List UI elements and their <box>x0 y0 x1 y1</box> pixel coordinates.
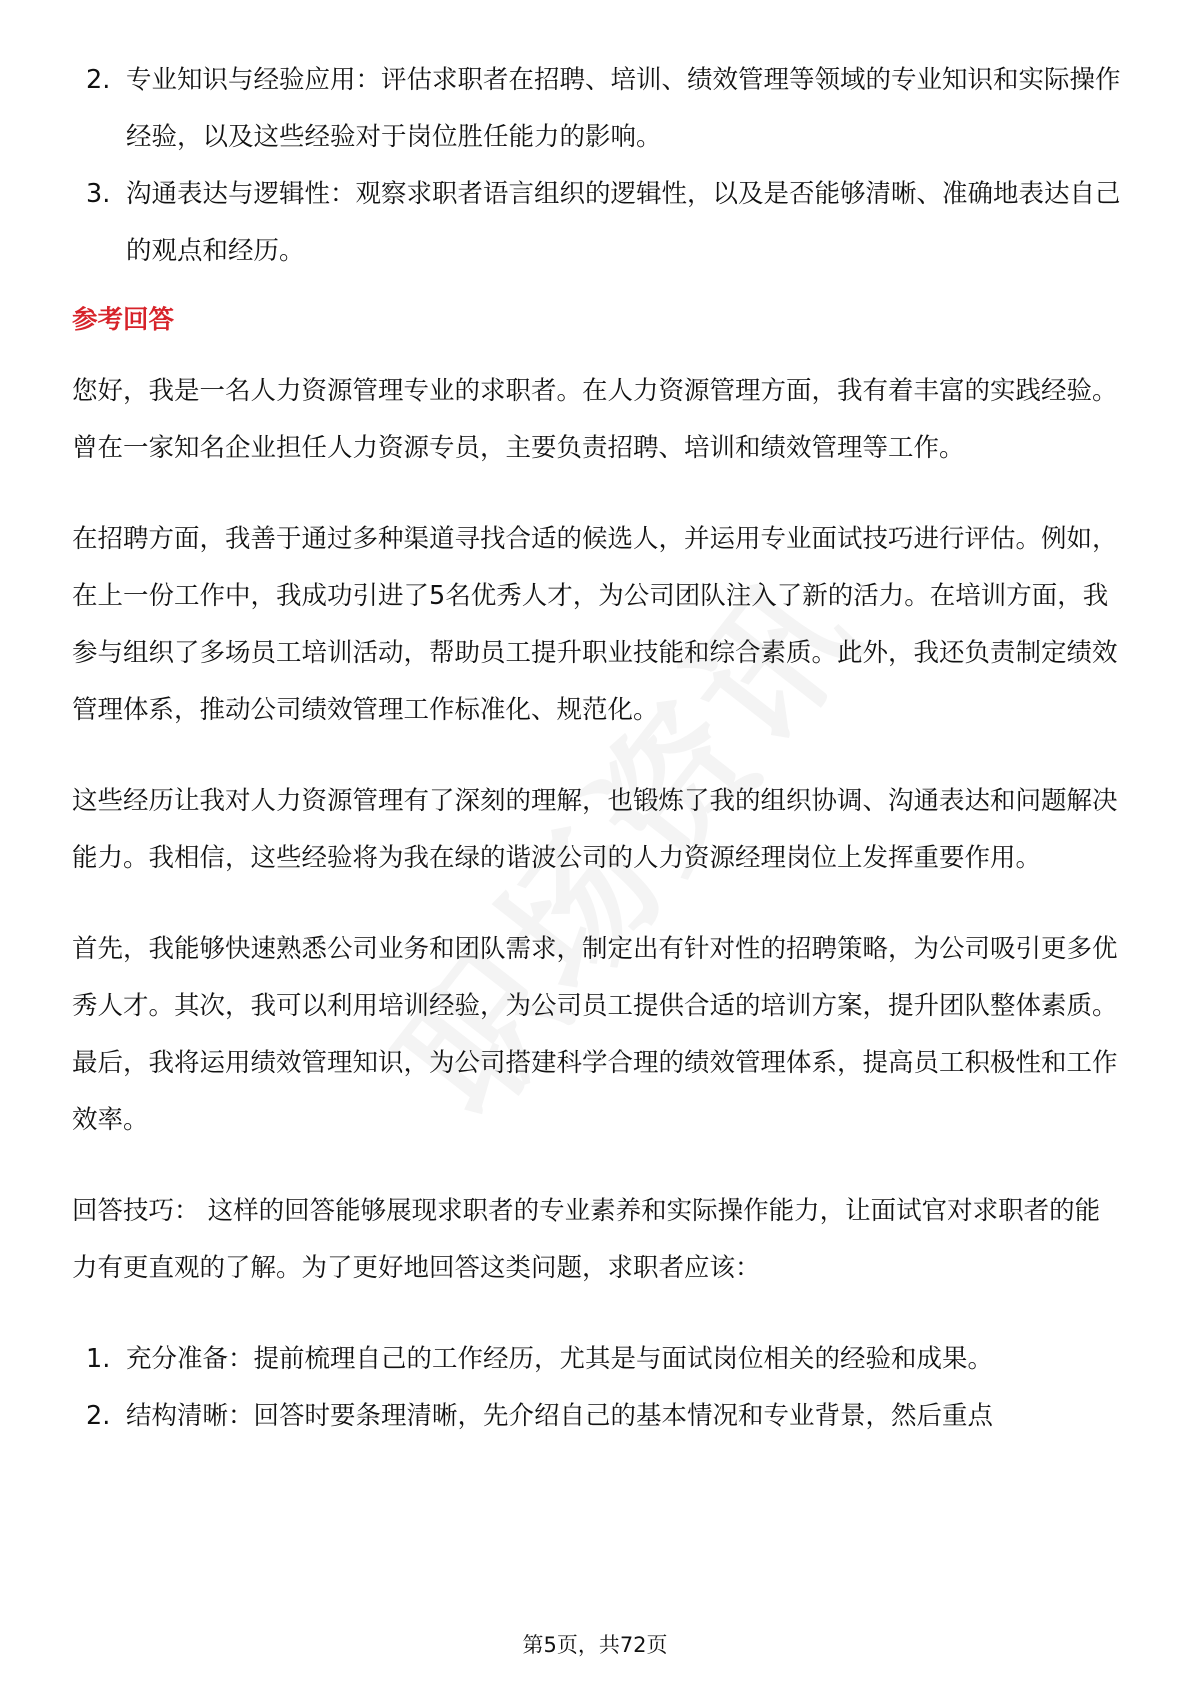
paragraph: 您好，我是一名人力资源管理专业的求职者。在人力资源管理方面，我有着丰富的实践经验。曾在一家知名企业担任人力资源专员，主要负责招聘、培训和绩效管理等工作。 <box>72 376 1118 463</box>
page-footer: 第5页，共72页 <box>522 1633 668 1657</box>
list-item <box>72 166 1122 280</box>
top-list <box>72 52 1122 280</box>
list-item-text: 结构清晰：回答时要条理清晰，先介绍自己的基本情况和专业背景，然后重点 <box>126 1401 994 1431</box>
paragraph: 在招聘方面，我善于通过多种渠道寻找合适的候选人，并运用专业面试技巧进行评估。例如，在上一份工作中，我成功引进了5名优秀人才，为公司团队注入了新的活力。在培训方面，我参与组织了多场员工培训活动，帮助员工提升职业技能和综合素质。此外，我还负责制定绩效管理体系，推动公司绩效管理工作标准化、规范化。 <box>72 524 1118 725</box>
paragraph: 回答技巧： 这样的回答能够展现求职者的专业素养和实际操作能力，让面试官对求职者的能力有更直观的了解。为了更好地回答这类问题，求职者应该： <box>72 1196 1101 1283</box>
list-item <box>72 1331 1122 1388</box>
list-item-text: 专业知识与经验应用：评估求职者在招聘、培训、绩效管理等领域的专业知识和实际操作经验，以及这些经验对于岗位胜任能力的影响。 <box>126 65 1121 152</box>
list-number: 2. <box>86 65 111 95</box>
paragraph: 首先，我能够快速熟悉公司业务和团队需求，制定出有针对性的招聘策略，为公司吸引更多优秀人才。其次，我可以利用培训经验，为公司员工提供合适的培训方案，提升团队整体素质。最后，我将运用绩效管理知识，为公司搭建科学合理的绩效管理体系，提高员工积极性和工作效率。 <box>72 934 1118 1135</box>
list-item-text: 充分准备：提前梳理自己的工作经历，尤其是与面试岗位相关的经验和成果。 <box>126 1344 994 1374</box>
list-number: 2. <box>86 1401 111 1431</box>
list-item-text: 沟通表达与逻辑性：观察求职者语言组织的逻辑性，以及是否能够清晰、准确地表达自己的观点和经历。 <box>126 179 1121 266</box>
section-title: 参考回答 <box>72 305 175 335</box>
page-content <box>72 52 1122 1445</box>
list-item <box>72 52 1122 166</box>
list-number: 3. <box>86 179 111 209</box>
paragraph: 这些经历让我对人力资源管理有了深刻的理解，也锻炼了我的组织协调、沟通表达和问题解决能力。我相信，这些经验将为我在绿的谐波公司的人力资源经理岗位上发挥重要作用。 <box>72 786 1118 873</box>
list-item <box>72 1388 1122 1445</box>
list-number: 1. <box>86 1344 111 1374</box>
bottom-list <box>72 1331 1122 1445</box>
